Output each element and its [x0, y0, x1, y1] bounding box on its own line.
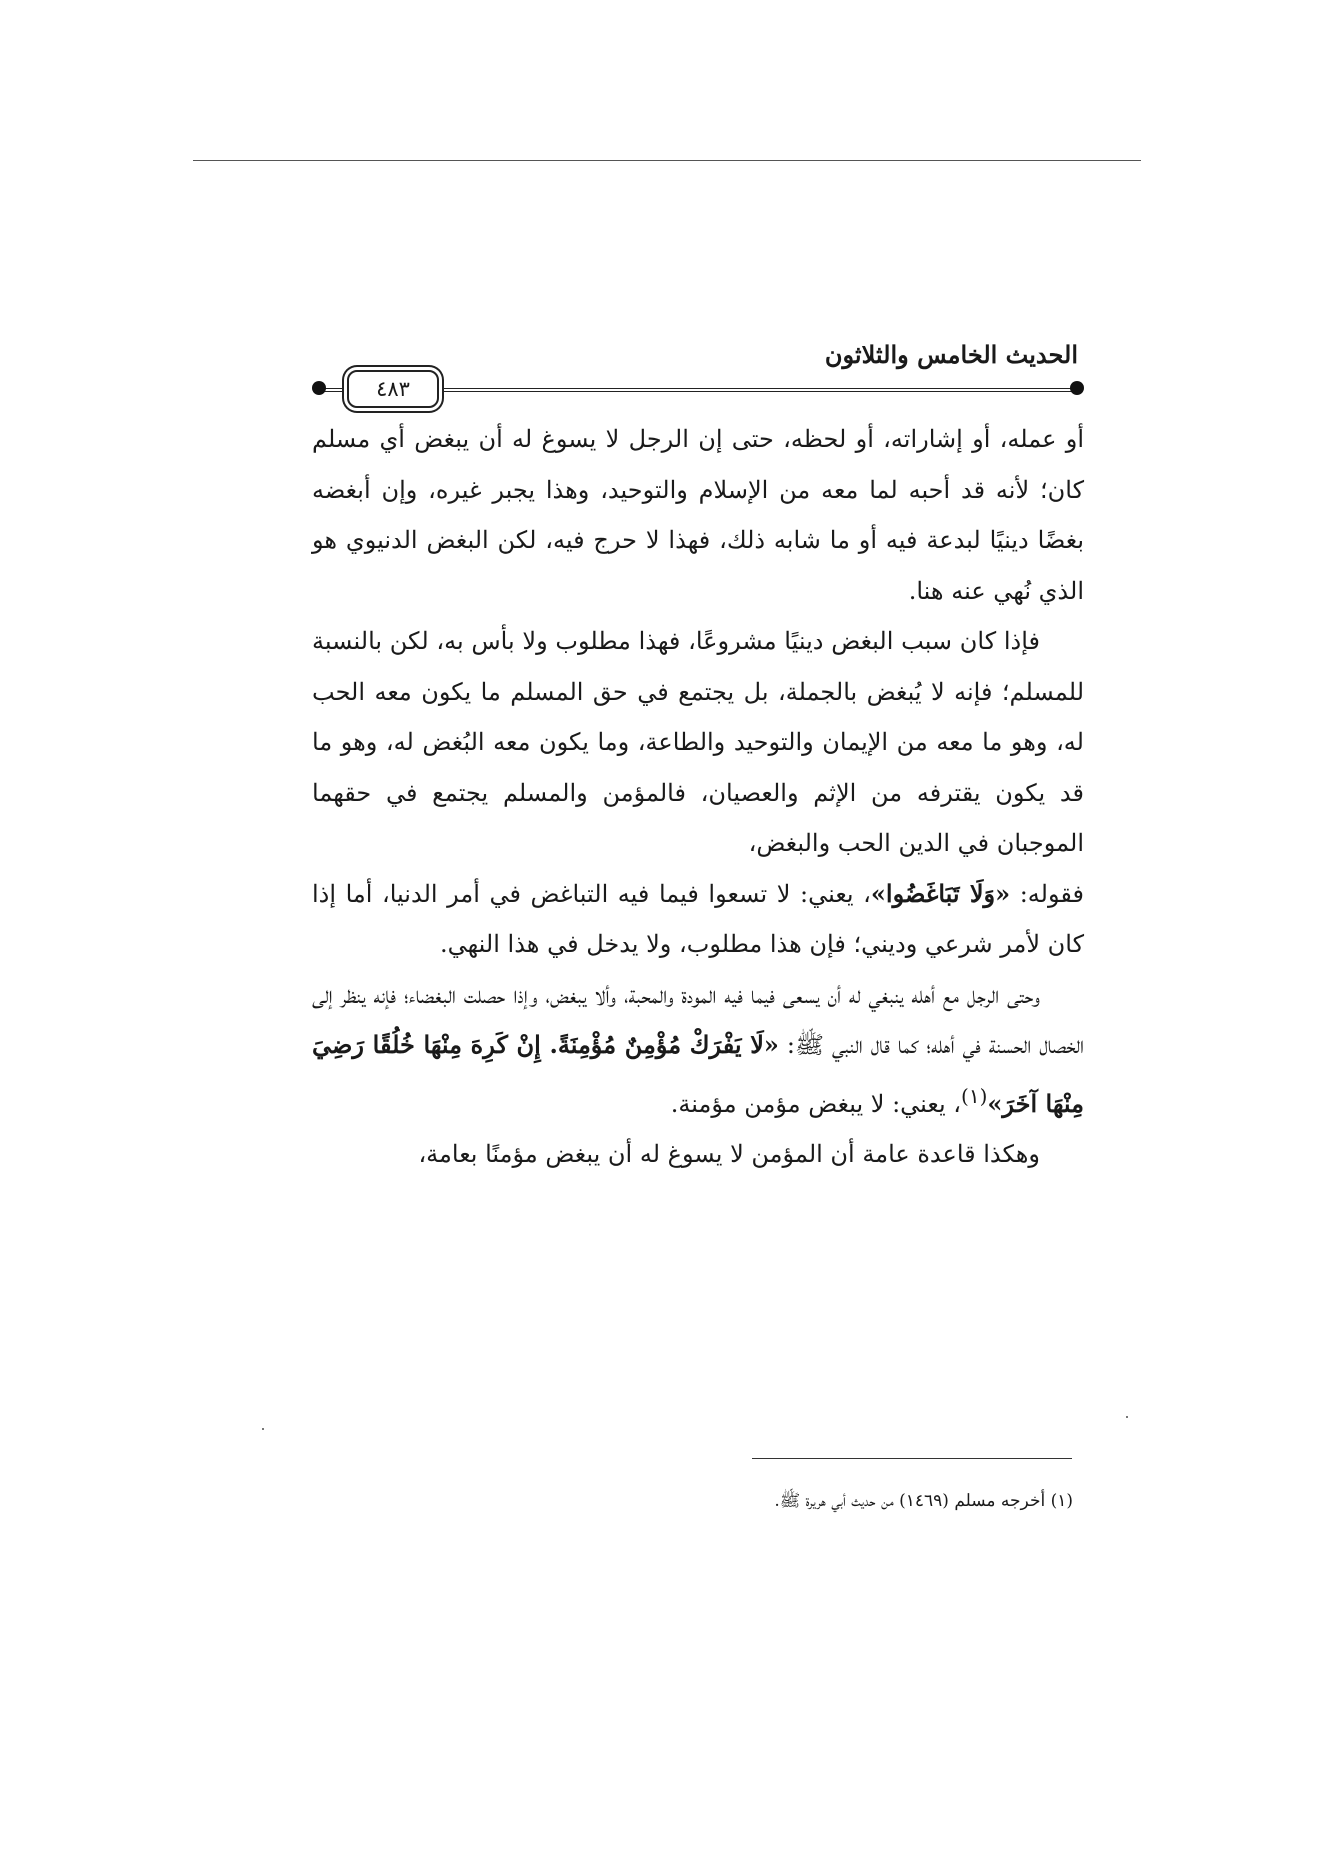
paragraph-3: [312, 869, 1084, 970]
paragraph-2: فإذا كان سبب البغض دينيًا مشروعًا، فهذا مطلوب ولا بأس به، لكن بالنسبة للمسلم؛ فإنه لا يُبغض بالجملة، بل يجتمع في حق المسلم ما يكون معه الحب له، وهو ما معه من الإيمان والتوحيد والطاعة، وما يكون معه البُغض له، وهو ما قد يكون يقترفه من الإثم والعصيان، فالمؤمن والمسلم يجتمع في حقهما الموجبان في الدين الحب والبغض،: [312, 627, 1085, 857]
scan-speck: [262, 1428, 264, 1430]
header-left-dot: [312, 381, 326, 395]
paragraph-4: [312, 970, 1084, 1130]
scan-speck: [1126, 1416, 1128, 1418]
paragraph-3-lead: فقوله:: [1010, 879, 1085, 908]
page-number: ٤٨٣: [376, 377, 410, 401]
page-number-box: [347, 370, 439, 408]
hadith-quote-2: «لَا يَفْرَكْ مُؤْمِنٌ مُؤْمِنَةً. إِنْ كَرِهَ مِنْهَا خُلُقًا رَضِيَ مِنْهَا آخَرَ»: [312, 1030, 1084, 1118]
paragraph-3-rest: ، يعني: لا تسعوا فيما فيه التباغض في أمر الدنيا، أما إذا كان لأمر شرعي وديني؛ فإن هذا مطلوب، ولا يدخل في هذا النهي.: [312, 879, 1084, 958]
paragraph-4-rest: ، يعني: لا يبغض مؤمن مؤمنة.: [670, 1089, 962, 1118]
footnote-reference[interactable]: (١): [961, 1083, 988, 1108]
header-right-dot: [1070, 381, 1084, 395]
footnote-separator: [752, 1458, 1072, 1459]
running-title: الحديث الخامس والثلاثون: [824, 340, 1078, 369]
footnote: (١) أخرجه مسلم (١٤٦٩) من حديث أبي هريرة ﷺ.: [774, 1491, 1073, 1511]
page-header: [312, 340, 1084, 410]
page-top-rule: [193, 160, 1141, 161]
main-text: [312, 414, 1084, 1180]
paragraph-5: وهكذا قاعدة عامة أن المؤمن لا يسوغ له أن يبغض مؤمنًا بعامة،: [418, 1140, 1040, 1168]
paragraph-4-lead: وحتى الرجل مع أهله ينبغي له أن يسعى فيما فيه المودة والمحبة، وألا يبغض، وإذا حصلت البغضاء؛ فإنه ينظر إلى الخصال الحسنة في أهله؛ كما قال النبي ﷺ:: [312, 980, 1085, 1059]
hadith-quote-1: «وَلَا تَبَاغَضُوا»: [870, 878, 1011, 908]
paragraph-1: أو عمله، أو إشاراته، أو لحظه، حتى إن الرجل لا يسوغ له أن يبغض أي مسلم كان؛ لأنه قد أحبه لما معه من الإسلام والتوحيد، وهذا يجبر غيره، وإن أبغضه بغضًا دينيًا لبدعة فيه أو ما شابه ذلك، فهذا لا حرج فيه، لكن البغض الدنيوي هو الذي نُهي عنه هنا.: [312, 425, 1084, 605]
